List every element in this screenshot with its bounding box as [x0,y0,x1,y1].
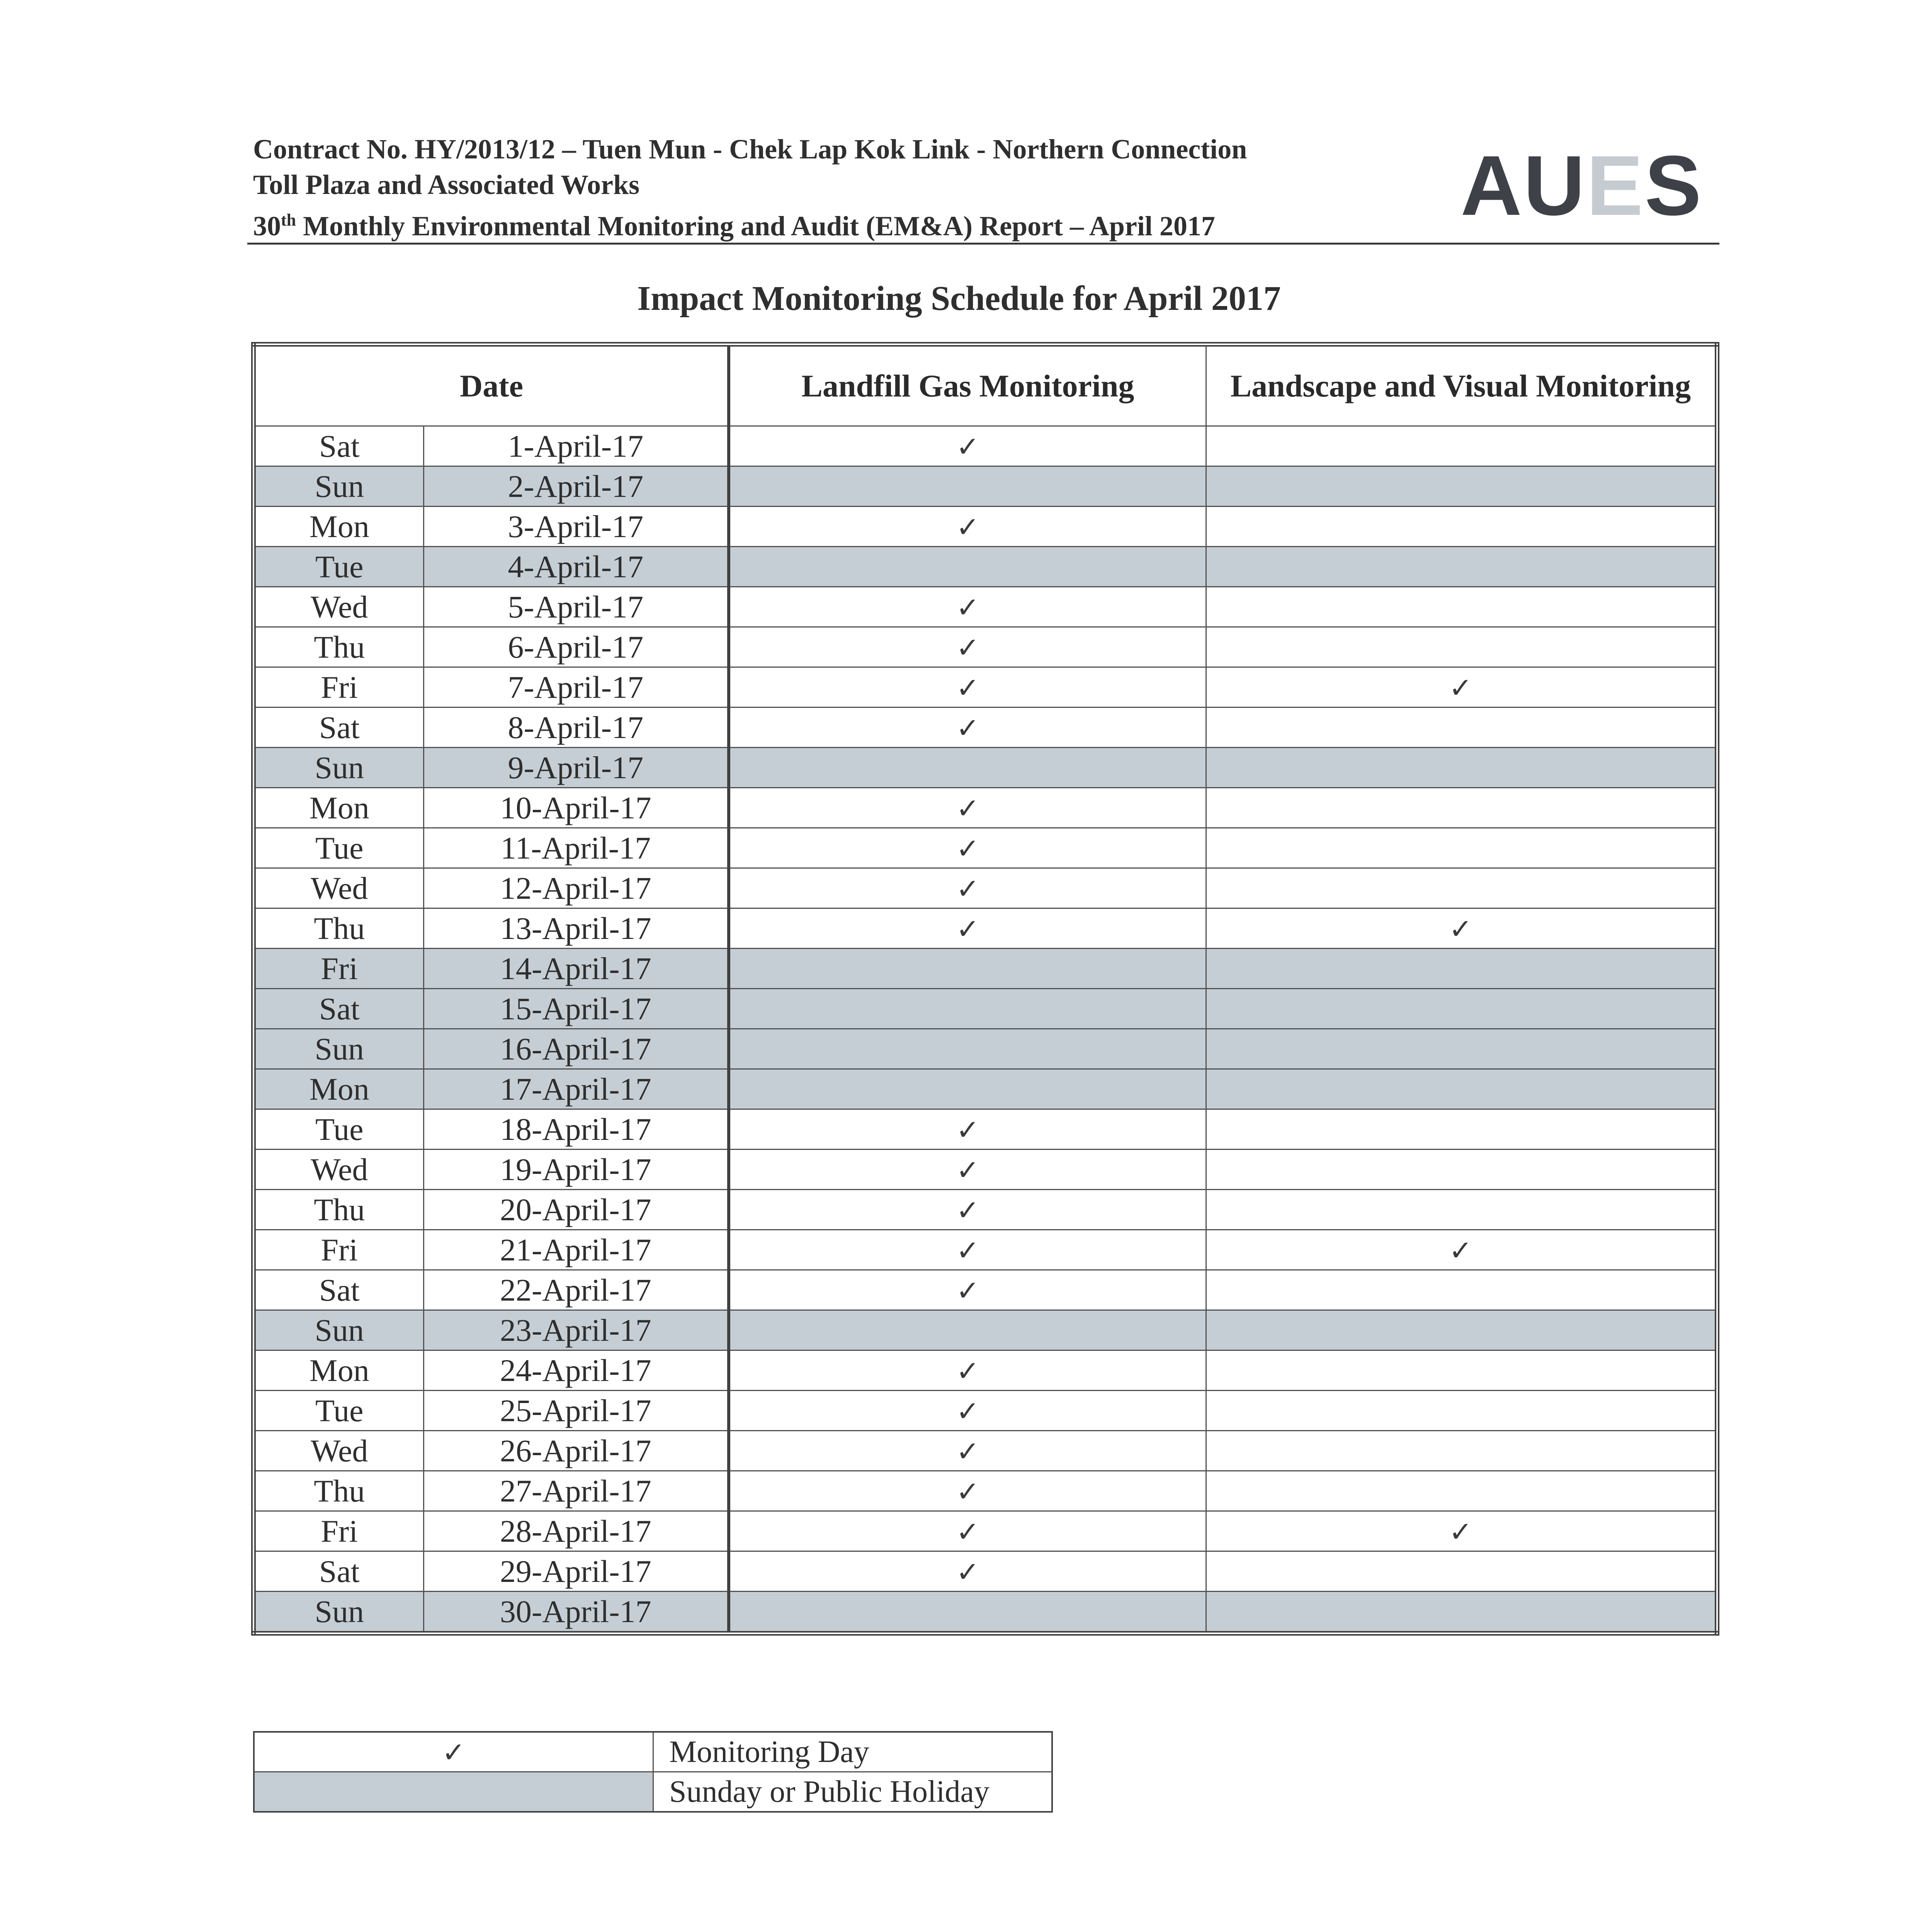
day-cell: Sun [253,1310,423,1350]
landfill-gas-cell [729,1391,1206,1431]
date-cell: 20-April-17 [423,1190,729,1230]
landfill-gas-cell [729,707,1206,748]
day-cell: Wed [253,587,423,627]
header-works-line: Toll Plaza and Associated Works [253,169,640,200]
check-icon: ✓ [956,510,979,543]
day-cell: Sat [253,989,423,1029]
landscape-visual-cell [1206,1511,1717,1551]
day-cell: Fri [253,1511,423,1551]
legend-row-monitoring [254,1732,1052,1772]
day-cell: Fri [253,1230,423,1270]
landfill-gas-cell [729,1270,1206,1310]
day-cell: Mon [253,1069,423,1109]
landfill-gas-cell [729,1471,1206,1511]
date-cell: 18-April-17 [423,1109,729,1150]
table-row [253,1150,1717,1190]
landscape-visual-cell [1206,908,1717,949]
landfill-gas-cell [729,1310,1206,1350]
landscape-visual-cell [1206,1431,1717,1471]
landfill-gas-cell [729,949,1206,989]
landscape-visual-cell [1206,627,1717,667]
day-cell: Sun [253,748,423,788]
check-icon: ✓ [1449,1515,1473,1548]
day-cell: Thu [253,627,423,667]
check-icon: ✓ [956,1475,979,1508]
landscape-visual-cell [1206,1391,1717,1431]
check-icon: ✓ [956,711,979,744]
day-cell: Sat [253,1270,423,1310]
landscape-visual-cell [1206,466,1717,507]
table-row [253,1310,1717,1350]
table-row [253,426,1717,466]
landscape-visual-cell [1206,1350,1717,1391]
table-row [253,1069,1717,1109]
header-landscape-visual: Landscape and Visual Monitoring [1206,344,1717,426]
check-icon: ✓ [956,430,979,463]
check-icon: ✓ [1449,1234,1473,1267]
header-divider [247,243,1719,245]
date-cell: 7-April-17 [423,667,729,707]
day-cell: Sat [253,1551,423,1592]
landscape-visual-cell [1206,1270,1717,1310]
landfill-gas-cell [729,1511,1206,1551]
day-cell: Sat [253,426,423,466]
landfill-gas-cell [729,627,1206,667]
landfill-gas-cell [729,788,1206,828]
date-cell: 30-April-17 [423,1592,729,1634]
day-cell: Tue [253,547,423,587]
day-cell: Sun [253,1029,423,1069]
header-date: Date [253,344,729,426]
landscape-visual-cell [1206,868,1717,908]
table-row [253,627,1717,667]
date-cell: 15-April-17 [423,989,729,1029]
landscape-visual-cell [1206,949,1717,989]
landfill-gas-cell [729,1109,1206,1150]
day-cell: Mon [253,507,423,547]
table-row [253,1471,1717,1511]
table-row [253,949,1717,989]
check-icon: ✓ [956,1354,979,1387]
date-cell: 22-April-17 [423,1270,729,1310]
landfill-gas-cell [729,587,1206,627]
landscape-visual-cell [1206,1310,1717,1350]
table-row [253,828,1717,868]
day-cell: Mon [253,1350,423,1391]
day-cell: Sun [253,1592,423,1634]
check-icon: ✓ [956,1435,979,1468]
check-icon: ✓ [442,1736,466,1769]
legend-row-holiday [254,1772,1052,1812]
landfill-gas-cell [729,748,1206,788]
landscape-visual-cell [1206,667,1717,707]
landfill-gas-cell [729,1230,1206,1270]
landfill-gas-cell [729,1592,1206,1634]
legend-monitoring-label: Monitoring Day [653,1732,1053,1772]
check-icon: ✓ [956,1555,979,1588]
day-cell: Wed [253,1150,423,1190]
date-cell: 4-April-17 [423,547,729,587]
day-cell: Thu [253,1190,423,1230]
day-cell: Fri [253,667,423,707]
check-icon: ✓ [956,671,979,704]
landfill-gas-cell [729,1350,1206,1391]
date-cell: 5-April-17 [423,587,729,627]
table-row [253,707,1717,748]
date-cell: 3-April-17 [423,507,729,547]
landscape-visual-cell [1206,788,1717,828]
check-icon: ✓ [956,1194,979,1226]
landscape-visual-cell [1206,1592,1717,1634]
check-icon: ✓ [956,591,979,624]
date-cell: 8-April-17 [423,707,729,748]
landfill-gas-cell [729,1551,1206,1592]
table-row [253,587,1717,627]
monitoring-schedule-table [251,342,1719,1636]
date-cell: 12-April-17 [423,868,729,908]
table-row [253,466,1717,507]
landscape-visual-cell [1206,1230,1717,1270]
table-row [253,1391,1717,1431]
landfill-gas-cell [729,989,1206,1029]
date-cell: 10-April-17 [423,788,729,828]
date-cell: 2-April-17 [423,466,729,507]
header-landfill-gas: Landfill Gas Monitoring [729,344,1206,426]
header-contract-line: Contract No. HY/2013/12 – Tuen Mun - Chek Lap Kok Link - Northern Connection [253,134,1247,165]
landfill-gas-cell [729,1431,1206,1471]
landfill-gas-cell [729,547,1206,587]
day-cell: Sat [253,707,423,748]
day-cell: Tue [253,1391,423,1431]
header-report-number: 30 [253,211,281,242]
table-row [253,748,1717,788]
aues-logo [1461,138,1703,233]
table-row [253,1270,1717,1310]
day-cell: Mon [253,788,423,828]
header-report-title: Monthly Environmental Monitoring and Audit (EM&A) Report – April 2017 [296,211,1215,242]
check-icon: ✓ [956,1153,979,1186]
day-cell: Tue [253,828,423,868]
check-icon: ✓ [956,1113,979,1146]
landscape-visual-cell [1206,1029,1717,1069]
landscape-visual-cell [1206,828,1717,868]
table-row [253,1350,1717,1391]
landfill-gas-cell [729,1029,1206,1069]
day-cell: Wed [253,868,423,908]
page-title: Impact Monitoring Schedule for April 2017 [637,279,1281,318]
table-row [253,1431,1717,1471]
date-cell: 21-April-17 [423,1230,729,1270]
landfill-gas-cell [729,1069,1206,1109]
check-icon: ✓ [956,1515,979,1548]
table-row [253,1511,1717,1551]
table-row [253,507,1717,547]
check-icon: ✓ [956,1274,979,1307]
table-row [253,788,1717,828]
check-icon: ✓ [1449,671,1473,704]
landfill-gas-cell [729,466,1206,507]
landfill-gas-cell [729,507,1206,547]
table-row [253,868,1717,908]
landscape-visual-cell [1206,1471,1717,1511]
landfill-gas-cell [729,667,1206,707]
logo-text-s: S [1644,138,1703,233]
landscape-visual-cell [1206,707,1717,748]
check-icon: ✓ [956,1395,979,1427]
landscape-visual-cell [1206,547,1717,587]
landscape-visual-cell [1206,426,1717,466]
landscape-visual-cell [1206,1190,1717,1230]
date-cell: 28-April-17 [423,1511,729,1551]
landfill-gas-cell [729,868,1206,908]
landfill-gas-cell [729,426,1206,466]
table-row [253,1551,1717,1592]
date-cell: 26-April-17 [423,1431,729,1471]
check-icon: ✓ [956,1234,979,1267]
legend-tick-swatch [254,1732,653,1772]
table-row [253,1592,1717,1634]
date-cell: 11-April-17 [423,828,729,868]
check-icon: ✓ [1449,912,1473,945]
check-icon: ✓ [956,631,979,664]
landfill-gas-cell [729,1190,1206,1230]
day-cell: Wed [253,1431,423,1471]
table-row [253,908,1717,949]
landfill-gas-cell [729,908,1206,949]
table-body [253,426,1717,1634]
table-row [253,1190,1717,1230]
table-row [253,1230,1717,1270]
landscape-visual-cell [1206,587,1717,627]
date-cell: 17-April-17 [423,1069,729,1109]
header-report-ordinal: th [281,211,296,230]
day-cell: Tue [253,1109,423,1150]
check-icon: ✓ [956,832,979,865]
landscape-visual-cell [1206,748,1717,788]
logo-text-au: AU [1461,138,1586,233]
day-cell: Thu [253,908,423,949]
legend-table [253,1731,1053,1813]
check-icon: ✓ [956,792,979,825]
date-cell: 25-April-17 [423,1391,729,1431]
date-cell: 14-April-17 [423,949,729,989]
landscape-visual-cell [1206,989,1717,1029]
date-cell: 16-April-17 [423,1029,729,1069]
landscape-visual-cell [1206,1069,1717,1109]
date-cell: 23-April-17 [423,1310,729,1350]
landscape-visual-cell [1206,507,1717,547]
day-cell: Thu [253,1471,423,1511]
landfill-gas-cell [729,828,1206,868]
landscape-visual-cell [1206,1150,1717,1190]
table-row [253,667,1717,707]
table-header-row [253,344,1717,426]
day-cell: Sun [253,466,423,507]
date-cell: 13-April-17 [423,908,729,949]
date-cell: 6-April-17 [423,627,729,667]
date-cell: 9-April-17 [423,748,729,788]
landfill-gas-cell [729,1150,1206,1190]
date-cell: 24-April-17 [423,1350,729,1391]
table-row [253,989,1717,1029]
date-cell: 29-April-17 [423,1551,729,1592]
day-cell: Fri [253,949,423,989]
date-cell: 19-April-17 [423,1150,729,1190]
date-cell: 1-April-17 [423,426,729,466]
legend-shade-swatch [254,1772,653,1812]
table-row [253,1029,1717,1069]
date-cell: 27-April-17 [423,1471,729,1511]
table-row [253,1109,1717,1150]
landscape-visual-cell [1206,1551,1717,1592]
check-icon: ✓ [956,872,979,905]
check-icon: ✓ [956,912,979,945]
table-row [253,547,1717,587]
landscape-visual-cell [1206,1109,1717,1150]
logo-text-e: E [1586,138,1645,233]
legend-holiday-label: Sunday or Public Holiday [653,1772,1053,1812]
